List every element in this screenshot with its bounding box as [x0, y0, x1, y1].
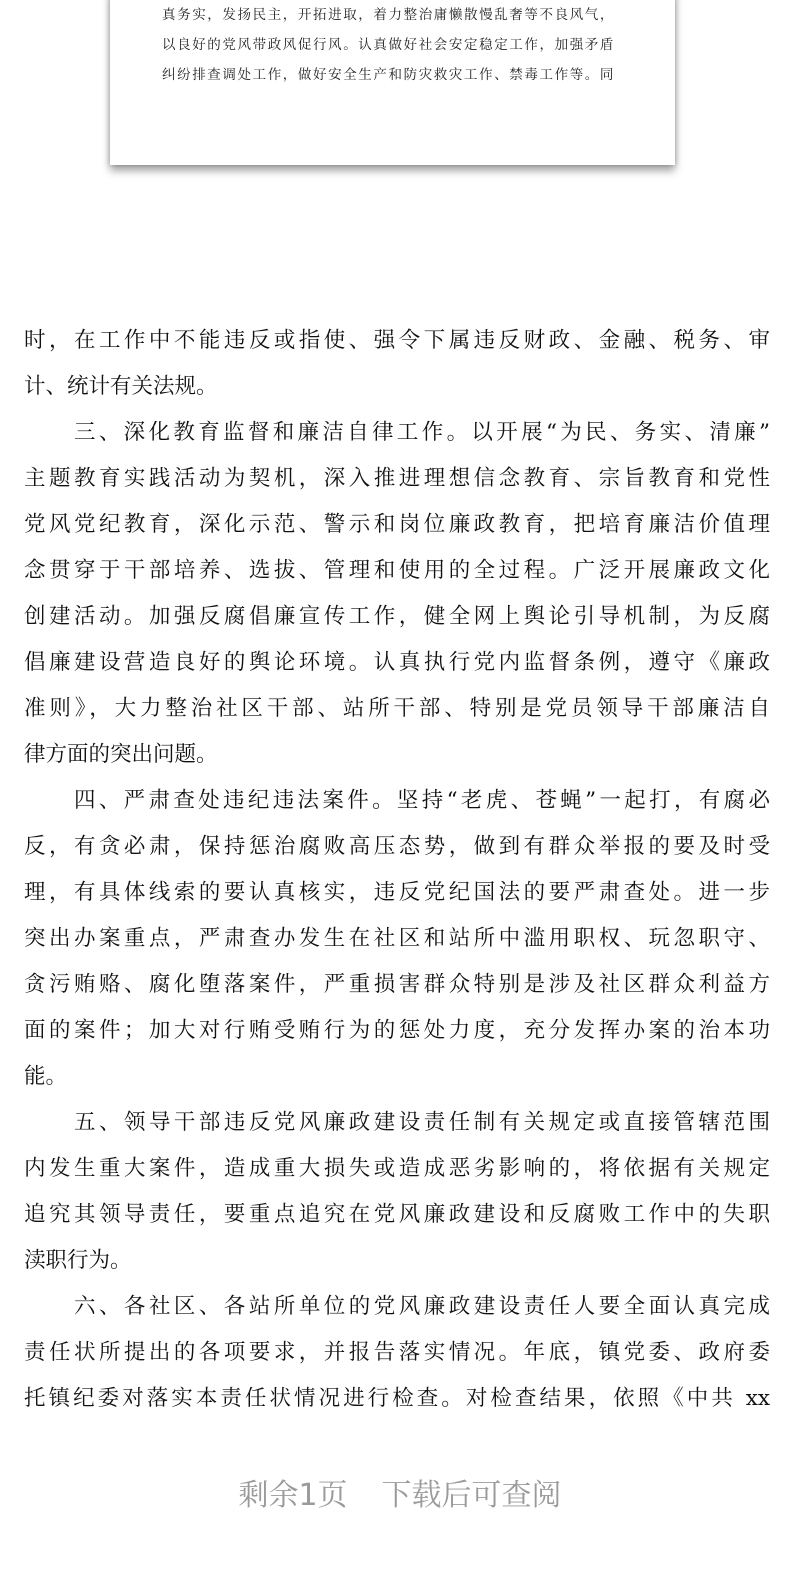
document-line: 准则》，大力整治社区干部、站所干部、特别是党员领导干部廉洁自	[24, 696, 770, 721]
document-line: 时，在工作中不能违反或指使、强令下属违反财政、金融、税务、审	[24, 328, 770, 353]
preview-line: 真务实，发扬民主，开拓进取，着力整治庸懒散慢乱奢等不良风气，	[162, 7, 615, 23]
document-line: 律方面的突出问题。	[24, 742, 218, 767]
download-to-view-label[interactable]: 下载后可查阅	[381, 1478, 562, 1513]
document-line: 追究其领导责任，要重点追究在党风廉政建设和反腐败工作中的失职	[24, 1202, 770, 1227]
document-line: 贪污贿赂、腐化堕落案件，严重损害群众特别是涉及社区群众利益方	[24, 972, 770, 997]
preview-page-card	[110, 0, 675, 165]
document-line: 主题教育实践活动为契机，深入推进理想信念教育、宗旨教育和党性	[24, 466, 770, 491]
download-prompt[interactable]	[0, 1470, 800, 1514]
document-line: 六、各社区、各站所单位的党风廉政建设责任人要全面认真完成	[74, 1294, 770, 1319]
document-line: 面的案件；加大对行贿受贿行为的惩处力度，充分发挥办案的治本功	[24, 1018, 770, 1043]
document-body	[24, 318, 770, 1422]
document-line: 理，有具体线索的要认真核实，违反党纪国法的要严肃查处。进一步	[24, 880, 770, 905]
document-line: 反，有贪必肃，保持惩治腐败高压态势，做到有群众举报的要及时受	[24, 834, 770, 859]
document-line: 内发生重大案件，造成重大损失或造成恶劣影响的，将依据有关规定	[24, 1156, 770, 1181]
document-line: 创建活动。加强反腐倡廉宣传工作，健全网上舆论引导机制，为反腐	[24, 604, 770, 629]
document-line: 能。	[24, 1064, 68, 1089]
document-line: 托镇纪委对落实本责任状情况进行检查。对检查结果，依照《中共 xx	[24, 1386, 770, 1411]
document-line: 党风党纪教育，深化示范、警示和岗位廉政教育，把培育廉洁价值理	[24, 512, 770, 537]
document-line: 渎职行为。	[24, 1248, 132, 1273]
preview-text	[162, 0, 615, 90]
document-line: 责任状所提出的各项要求，并报告落实情况。年底，镇党委、政府委	[24, 1340, 770, 1365]
document-line: 计、统计有关法规。	[24, 374, 218, 399]
document-line: 三、深化教育监督和廉洁自律工作。以开展“为民、务实、清廉”	[74, 420, 770, 445]
document-line: 五、领导干部违反党风廉政建设责任制有关规定或直接管辖范围	[74, 1110, 770, 1135]
remaining-pages-label: 剩余1页	[238, 1478, 348, 1513]
document-line: 突出办案重点，严肃查办发生在社区和站所中滥用职权、玩忽职守、	[24, 926, 770, 951]
preview-line: 纠纷排查调处工作，做好安全生产和防灾救灾工作、禁毒工作等。同	[162, 67, 615, 83]
document-line: 倡廉建设营造良好的舆论环境。认真执行党内监督条例，遵守《廉政	[24, 650, 770, 675]
document-line: 念贯穿于干部培养、选拔、管理和使用的全过程。广泛开展廉政文化	[24, 558, 770, 583]
preview-line: 以良好的党风带政风促行风。认真做好社会安定稳定工作，加强矛盾	[162, 37, 615, 53]
document-line: 四、严肃查处违纪违法案件。坚持“老虎、苍蝇”一起打，有腐必	[74, 788, 770, 813]
